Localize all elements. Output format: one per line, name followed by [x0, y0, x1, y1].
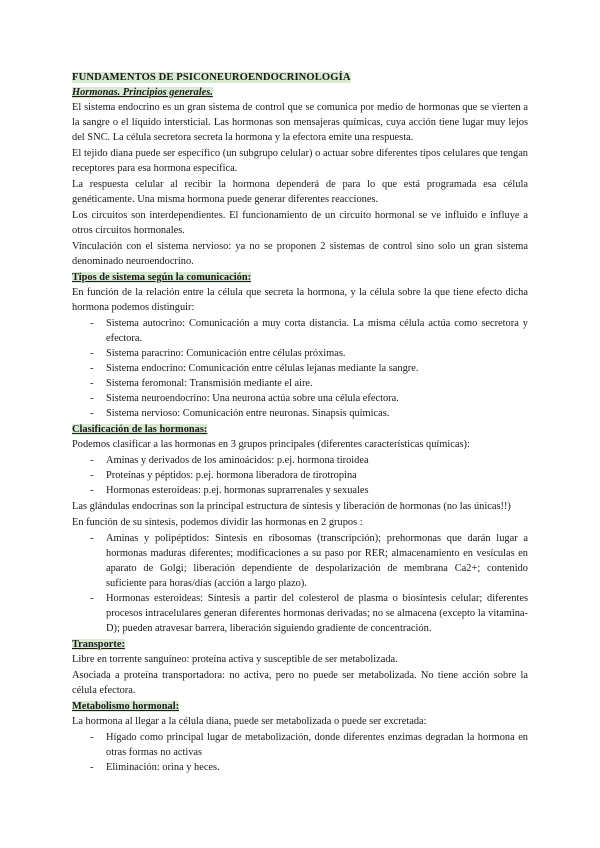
section-heading-metabolism: Metabolismo hormonal:: [72, 701, 180, 712]
list-item: - Sistema autocrino: Comunicación a muy corta distancia. La misma célula actúa como secretora y efectora.: [106, 316, 528, 346]
list-item: - Sistema feromonal: Transmisión mediante el aire.: [106, 376, 528, 391]
paragraph: Asociada a proteína transportadora: no activa, pero no puede ser metabolizada. No tiene acción sobre la célula efectora.: [72, 670, 528, 696]
paragraph: Las glándulas endocrinas son la principal estructura de síntesis y liberación de hormonas (no las únicas!!): [72, 501, 511, 512]
list-item: - Hígado como principal lugar de metabolización, donde diferentes enzimas degradan la hormona en otras formas no activas: [106, 730, 528, 760]
hormone-groups-list: [72, 453, 528, 498]
section-heading-transport: Transporte:: [72, 639, 125, 650]
list-item: - Sistema paracrino: Comunicación entre células próximas.: [106, 346, 528, 361]
list-item: - Aminas y polipéptidos: Síntesis en ribosomas (transcripción); prehormonas que darán lugar a hormonas maduras diferentes; modificaciones a su paso por RER; almacenamiento en vesículas en aparato de Golgi; liberación dependiente de despolarización de membrana Ca2+; contenido suficiente para horas/días (acción a largo plazo).: [106, 531, 528, 591]
paragraph: El sistema endocrino es un gran sistema de control que se comunica por medio de hormonas que se vierten a la sangre o el líquido intersticial. Las hormonas son mensajeras químicas, cuya acción tiene lugar muy lejos del SNC. La célula secretora secreta la hormona y la efectora emite una respuesta.: [72, 102, 528, 143]
paragraph: En función de la relación entre la célula que secreta la hormona, y la célula sobre la que tiene efecto dicha hormona podemos distinguir:: [72, 287, 528, 313]
paragraph: Libre en torrente sanguíneo: proteína activa y susceptible de ser metabolizada.: [72, 654, 398, 665]
section-heading-principles: Hormonas. Principios generales.: [72, 87, 213, 98]
synthesis-list: [72, 531, 528, 636]
list-item: - Eliminación: orina y heces.: [106, 760, 528, 775]
section-heading-communication: Tipos de sistema según la comunicación:: [72, 272, 252, 283]
paragraph: Vinculación con el sistema nervioso: ya no se proponen 2 sistemas de control sino solo un gran sistema denominado neuroendocrino.: [72, 241, 528, 267]
paragraph: La hormona al llegar a la célula diana, puede ser metabolizada o puede ser excretada:: [72, 716, 427, 727]
communication-list: [72, 316, 528, 421]
paragraph: Podemos clasificar a las hormonas en 3 grupos principales (diferentes características químicas):: [72, 439, 470, 450]
list-item: - Hormonas esteroideas: p.ej. hormonas suprarrenales y sexuales: [106, 483, 528, 498]
list-item: - Sistema neuroendocrino: Una neurona actúa sobre una célula efectora.: [106, 391, 528, 406]
list-item: - Sistema nervioso: Comunicación entre neuronas. Sinapsis químicas.: [106, 406, 528, 421]
metabolism-list: [72, 730, 528, 775]
paragraph: En función de su síntesis, podemos dividir las hormonas en 2 grupos :: [72, 517, 363, 528]
list-item: - Aminas y derivados de los aminoácidos: p.ej. hormona tiroidea: [106, 453, 528, 468]
paragraph: La respuesta celular al recibir la hormona dependerá de para lo que está programada esa célula genéticamente. Una misma hormona puede generar diferentes reacciones.: [72, 179, 528, 205]
section-heading-classification: Clasificación de las hormonas:: [72, 424, 208, 435]
list-item: - Proteínas y péptidos: p.ej. hormona liberadora de tirotropina: [106, 468, 528, 483]
paragraph: El tejido diana puede ser específico (un subgrupo celular) o actuar sobre diferentes tipos celulares que tengan receptores para esa hormona específica.: [72, 148, 528, 174]
list-item: - Sistema endocrino: Comunicación entre células lejanas mediante la sangre.: [106, 361, 528, 376]
document-title: FUNDAMENTOS DE PSICONEUROENDOCRINOLOGÍA: [72, 72, 351, 83]
paragraph: Los circuitos son interdependientes. El funcionamiento de un circuito hormonal se ve influido e influye a otros circuitos hormonales.: [72, 210, 528, 236]
list-item: - Hormonas esteroideas: Síntesis a partir del colesterol de plasma o biosíntesis celular; diferentes procesos intracelulares generan diferentes hormonas derivadas; no se almacena (excepto la vitamina-D); pueden atravesar barrera, liberación siguiendo gradiente de concentración.: [106, 591, 528, 636]
